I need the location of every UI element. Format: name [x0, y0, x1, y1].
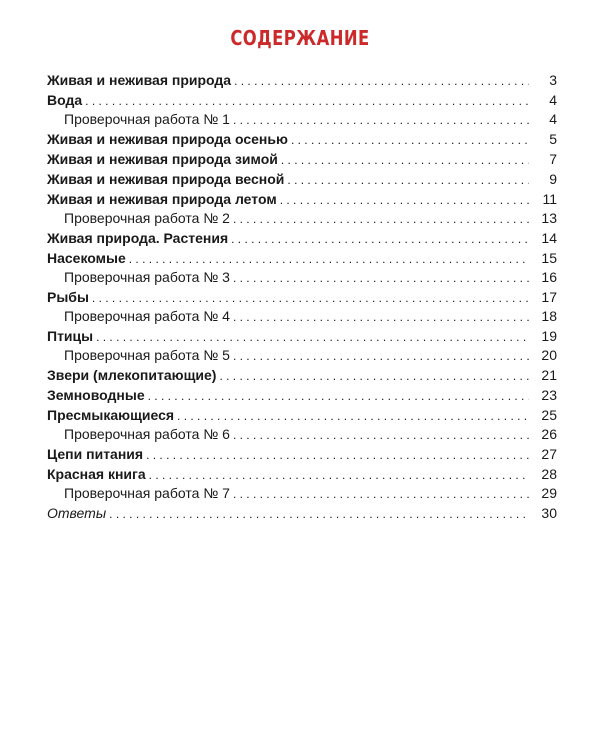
page-title: СОДЕРЖАНИЕ: [230, 26, 370, 50]
toc-entry[interactable]: [47, 288, 557, 307]
toc-entry-page-number: 25: [541, 407, 557, 423]
dot-leader: [233, 308, 529, 327]
toc-entry-page-number: 23: [541, 387, 557, 403]
dot-leader: [291, 131, 529, 150]
toc-entry-page-number: 20: [541, 347, 557, 363]
toc-entry-title: Красная книга: [47, 466, 146, 482]
dot-leader: [287, 171, 529, 190]
toc-entry[interactable]: [47, 110, 557, 129]
toc-entry-title: Проверочная работа № 4: [64, 308, 230, 324]
toc-entry-title: Проверочная работа № 3: [64, 269, 230, 285]
toc-entry-title: Цепи питания: [47, 446, 144, 462]
toc-entry[interactable]: [47, 307, 557, 326]
toc-entry-title: Проверочная работа № 1: [64, 111, 230, 127]
toc-entry-title: Проверочная работа № 2: [64, 210, 230, 226]
toc-entry-page-number: 3: [549, 72, 557, 88]
dot-leader: [148, 387, 529, 406]
toc-entry-page-number: 5: [549, 131, 557, 147]
toc-entry-title: Рыбы: [47, 289, 89, 305]
dot-leader: [219, 367, 529, 386]
toc-entry[interactable]: [47, 386, 557, 405]
toc-entry[interactable]: [47, 229, 557, 248]
toc-entry-title: Живая и неживая природа осенью: [47, 131, 288, 147]
toc-entry-title: Живая природа. Растения: [47, 230, 229, 246]
toc-entry-page-number: 13: [541, 210, 557, 226]
dot-leader: [177, 407, 529, 426]
dot-leader: [85, 92, 529, 111]
toc-entry-page-number: 17: [541, 289, 557, 305]
toc-entry-page-number: 11: [542, 191, 557, 207]
toc-entry-page-number: 14: [541, 230, 557, 246]
dot-leader: [146, 446, 529, 465]
toc-entry[interactable]: [47, 366, 557, 385]
dot-leader: [281, 151, 529, 170]
toc-entry-title: Живая и неживая природа: [47, 72, 232, 88]
toc-entry[interactable]: [47, 150, 557, 169]
toc-entry[interactable]: [47, 425, 557, 444]
toc-entry-title: Пресмыкающиеся: [47, 407, 175, 423]
toc-entry[interactable]: [47, 484, 557, 503]
toc-entry-title: Земноводные: [47, 387, 145, 403]
toc-entry-page-number: 7: [549, 151, 557, 167]
dot-leader: [233, 485, 529, 504]
dot-leader: [234, 72, 529, 91]
toc-entry-page-number: 27: [541, 446, 557, 462]
dot-leader: [129, 250, 529, 269]
toc-entry-page-number: 18: [541, 308, 557, 324]
toc-entry[interactable]: [47, 91, 557, 110]
dot-leader: [280, 191, 529, 210]
table-of-contents: [47, 71, 557, 523]
toc-entry-title: Проверочная работа № 6: [64, 426, 230, 442]
dot-leader: [233, 269, 529, 288]
toc-entry-page-number: 15: [541, 250, 557, 266]
dot-leader: [92, 289, 529, 308]
toc-entry[interactable]: [47, 346, 557, 365]
toc-entry-title: Живая и неживая природа летом: [47, 191, 277, 207]
toc-entry-page-number: 28: [541, 466, 557, 482]
toc-entry[interactable]: [47, 190, 557, 209]
toc-entry[interactable]: [47, 465, 557, 484]
toc-entry[interactable]: [47, 249, 557, 268]
dot-leader: [233, 111, 529, 130]
toc-entry-page-number: 19: [541, 328, 557, 344]
toc-entry-title: Вода: [47, 92, 83, 108]
dot-leader: [233, 347, 529, 366]
toc-entry-title: Проверочная работа № 7: [64, 485, 230, 501]
dot-leader: [149, 466, 529, 485]
toc-entry-title: Живая и неживая природа весной: [47, 171, 285, 187]
toc-entry[interactable]: [47, 268, 557, 287]
dot-leader: [96, 328, 529, 347]
dot-leader: [109, 505, 529, 524]
toc-entry-page-number: 29: [541, 485, 557, 501]
toc-entry-page-number: 26: [541, 426, 557, 442]
toc-entry-title: Птицы: [47, 328, 94, 344]
toc-entry-page-number: 16: [541, 269, 557, 285]
toc-entry-title: Проверочная работа № 5: [64, 347, 230, 363]
toc-entry-page-number: 30: [541, 505, 557, 521]
dot-leader: [233, 426, 529, 445]
toc-entry-page-number: 9: [549, 171, 557, 187]
toc-entry-title: Живая и неживая природа зимой: [47, 151, 278, 167]
toc-entry-page-number: 21: [541, 367, 557, 383]
toc-entry[interactable]: [47, 406, 557, 425]
dot-leader: [233, 210, 529, 229]
toc-entry-title: Ответы: [47, 505, 107, 521]
toc-entry[interactable]: [47, 170, 557, 189]
toc-entry-title: Звери (млекопитающие): [47, 367, 217, 383]
dot-leader: [231, 230, 529, 249]
toc-entry-page-number: 4: [549, 111, 557, 127]
toc-entry[interactable]: [47, 445, 557, 464]
toc-entry-title: Насекомые: [47, 250, 126, 266]
toc-entry[interactable]: [47, 209, 557, 228]
toc-entry[interactable]: [47, 504, 557, 523]
toc-entry[interactable]: [47, 130, 557, 149]
toc-entry-page-number: 4: [549, 92, 557, 108]
toc-entry[interactable]: [47, 327, 557, 346]
toc-entry[interactable]: [47, 71, 557, 90]
